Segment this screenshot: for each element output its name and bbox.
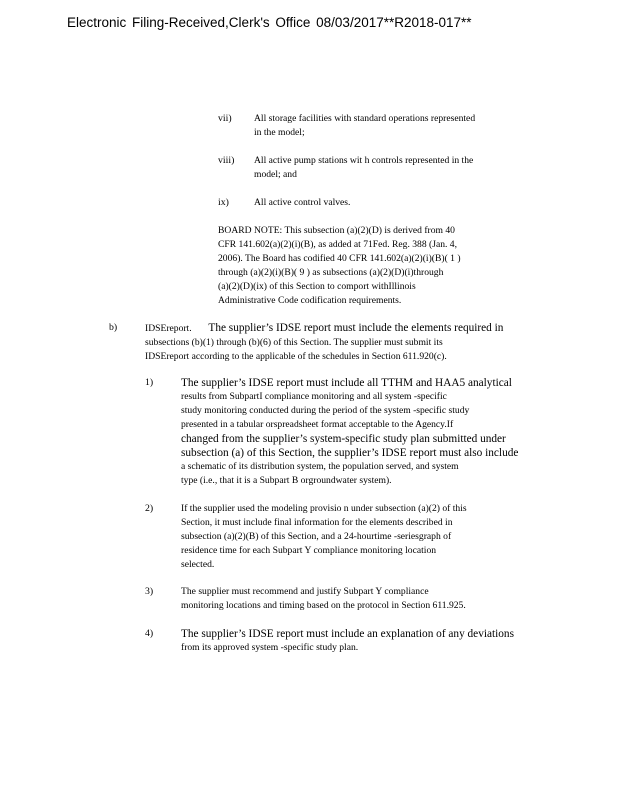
item-marker-1: 1) [145,377,154,388]
text-line: Administrative Code codification requirements. [218,295,402,306]
text-line: The supplier’s IDSE report must include an explanation of any deviations [181,628,514,640]
electronic-filing-header: Electronic Filing-Received,Clerk's Office 08/03/2017**R2018-017** [67,15,472,30]
text-line: CFR 141.602(a)(2)(i)(B), as added at 71Fed. Reg. 388 (Jan. 4, [218,239,458,250]
text-line: results from SubpartI compliance monitoring and all system -specific [181,391,447,402]
text-line: model; and [254,169,297,180]
text-line: (a)(2)(D)(ix) of this Section to comport withIllinois [218,281,416,292]
text-line: changed from the supplier’s system-specific study plan submitted under [181,433,506,445]
text-line: subsection (a)(2)(B) of this Section, and a 24-hourtime -seriesgraph of [181,531,452,542]
text-line: in the model; [254,127,305,138]
item-marker-vii: vii) [218,113,232,124]
text-line: All storage facilities with standard operations represented [254,113,476,124]
text-line: If the supplier used the modeling provisio n under subsection (a)(2) of this [181,503,467,514]
text-line: IDSEreport according to the applicable of the schedules in Section 611.920(c). [145,351,447,362]
section-b-text [145,321,530,364]
item-viii-text [254,154,522,182]
text-line: All active pump stations wit h controls represented in the [254,155,474,166]
text-line: The supplier’s IDSE report must include all TTHM and HAA5 analytical [181,377,512,389]
item-1-text [181,376,541,488]
text-line: All active control valves. [254,197,351,208]
text-line: through (a)(2)(i)(B)( 9 ) as subsections (a)(2)(D)(i)through [218,267,444,278]
section-b-lead: The supplier’s IDSE report must include the elements required in [208,322,504,334]
text-line: a schematic of its distribution system, the population served, and system [181,461,459,472]
text-line: subsection (a) of this Section, the supplier’s IDSE report must also include [181,447,519,459]
section-b-marker: b) [109,322,118,333]
item-ix-text [254,196,522,210]
item-marker-4: 4) [145,628,154,639]
section-b-heading: IDSEreport. [145,323,192,334]
text-line: 2006). The Board has codified 40 CFR 141.602(a)(2)(i)(B)( 1 ) [218,253,461,264]
text-line: type (i.e., that it is a Subpart B orgroundwater system). [181,475,392,486]
item-marker-ix: ix) [218,197,229,208]
text-line: study monitoring conducted during the period of the system -specific study [181,405,470,416]
text-line: Section, it must include final information for the elements described in [181,517,453,528]
board-note [218,224,520,308]
item-vii-text [254,112,522,140]
item-2-text [181,502,541,572]
text-line: subsections (b)(1) through (b)(6) of this Section. The supplier must submit its [145,337,443,348]
text-line: residence time for each Subpart Y compliance monitoring location [181,545,437,556]
item-marker-viii: viii) [218,155,235,166]
item-3-text [181,585,541,613]
item-marker-2: 2) [145,503,154,514]
text-line [145,321,530,336]
text-line: BOARD NOTE: This subsection (a)(2)(D) is derived from 40 [218,225,455,236]
item-4-text [181,627,541,655]
text-line: selected. [181,559,215,570]
text-line: presented in a tabular orspreadsheet format acceptable to the Agency.If [181,419,454,430]
text-line: from its approved system -specific study plan. [181,642,359,653]
item-marker-3: 3) [145,586,154,597]
text-line: The supplier must recommend and justify Subpart Y compliance [181,586,429,597]
text-line: monitoring locations and timing based on the protocol in Section 611.925. [181,600,466,611]
